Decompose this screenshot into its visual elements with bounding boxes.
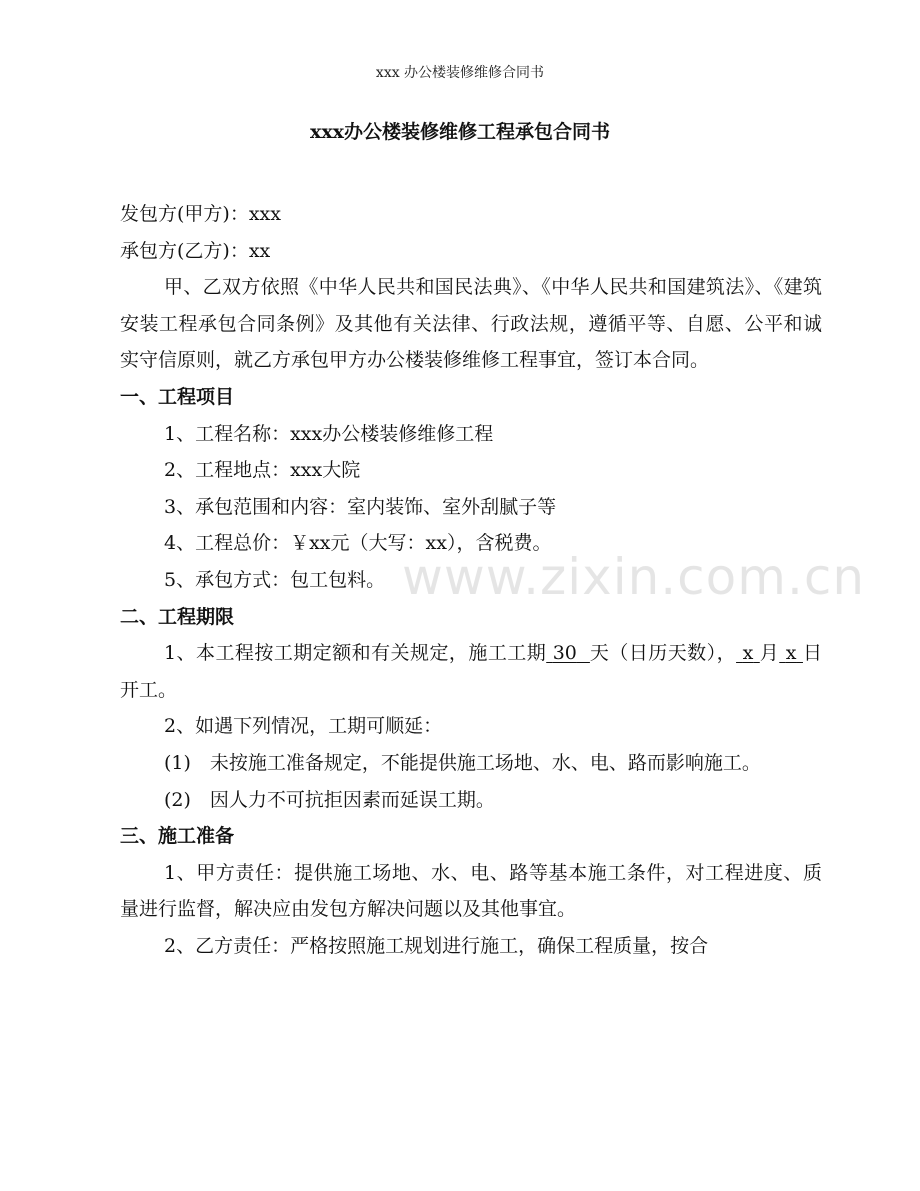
day-label: 日开工。	[120, 642, 822, 701]
project-scope-item: 3、承包范围和内容：室内装饰、室外刮腻子等	[164, 495, 557, 518]
duration-item	[120, 635, 822, 708]
party-a-responsibility: 1、甲方责任：提供施工场地、水、电、路等基本施工条件，对工程进度、质量进行监督，解决应由发包方解决问题以及其他事宜。	[120, 861, 822, 921]
project-name-item: 1、工程名称：xxx办公楼装修维修工程	[164, 422, 494, 445]
section-1-heading: 一、工程项目	[120, 385, 235, 408]
project-location-item: 2、工程地点：xxx大院	[164, 459, 361, 482]
start-day: x	[785, 642, 797, 665]
project-price-item: 4、工程总价：￥xx元（大写：xx），含税费。	[164, 532, 552, 555]
document-body	[120, 196, 822, 964]
section-2-heading: 二、工程期限	[120, 605, 235, 628]
duration-prefix: 1、本工程按工期定额和有关规定，施工工期	[164, 642, 547, 665]
project-method-item: 5、承包方式：包工包料。	[164, 568, 386, 591]
section-3-heading: 三、施工准备	[120, 825, 235, 848]
month-label: 月	[759, 642, 780, 665]
watermark: www.zixin.com.cn	[402, 548, 866, 606]
preamble: 甲、乙双方依照《中华人民共和国民法典》、《中华人民共和国建筑法》、《建筑安装工程承包合同条例》及其他有关法律、行政法规，遵循平等、自愿、公平和诚实守信原则，就乙方承包甲方办公楼装修维修工程事宜，签订本合同。	[120, 276, 822, 372]
party-b: 承包方(乙方)：xx	[120, 239, 271, 262]
duration-value: 30	[552, 642, 577, 665]
extension-case-1: (1) 未按施工准备规定，不能提供施工场地、水、电、路而影响施工。	[164, 751, 761, 774]
party-a: 发包方(甲方)：xxx	[120, 203, 281, 225]
start-month: x	[742, 642, 754, 665]
running-header: xxx 办公楼装修维修合同书	[375, 65, 545, 81]
extension-item: 2、如遇下列情况，工期可顺延：	[164, 715, 443, 738]
duration-suffix: 天（日历天数），	[589, 642, 737, 665]
extension-case-2: (2) 因人力不可抗拒因素而延误工期。	[164, 788, 495, 811]
document-title: xxx办公楼装修维修工程承包合同书	[310, 121, 610, 143]
party-b-responsibility: 2、乙方责任：严格按照施工规划进行施工，确保工程质量，按合	[164, 934, 709, 957]
